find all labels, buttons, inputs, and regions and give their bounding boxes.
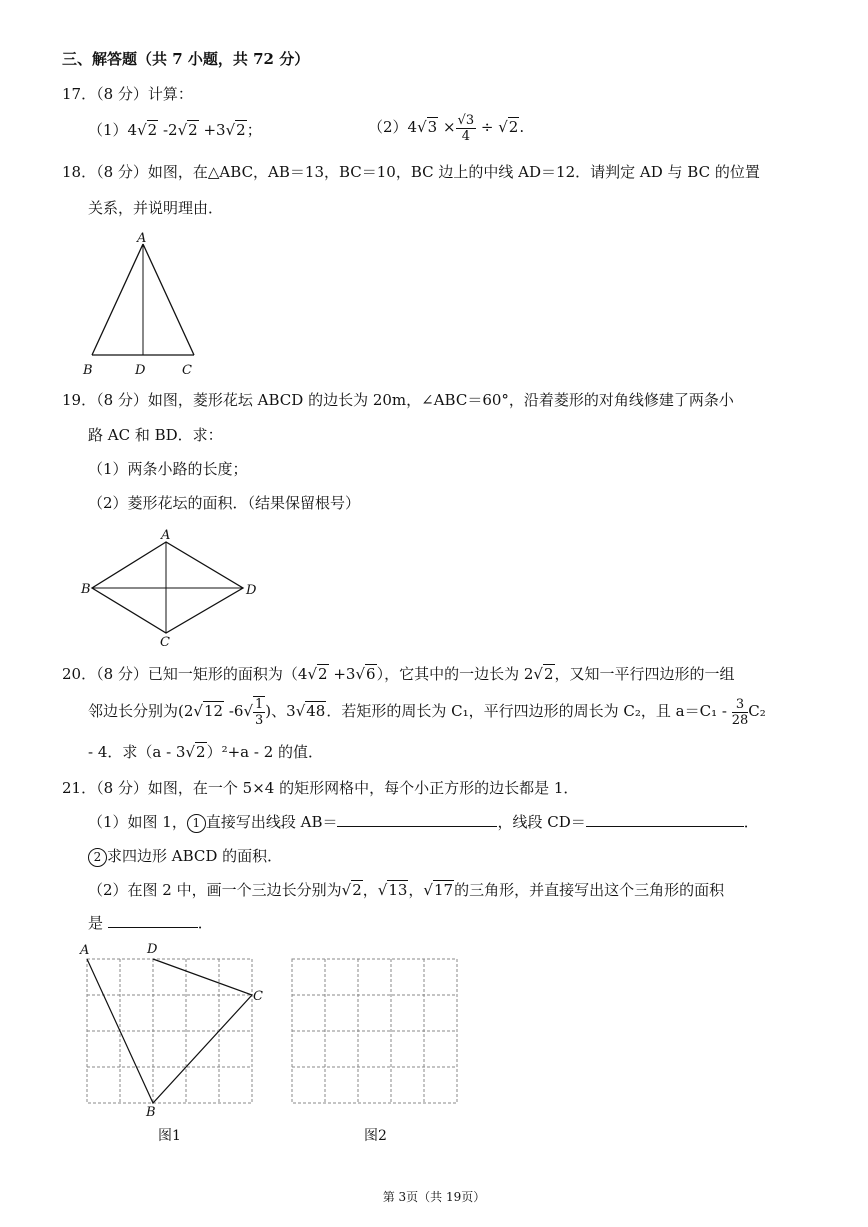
- q19-part1: （1）两条小路的长度；: [88, 460, 248, 478]
- q20-fraction-1: $\frac{1}{3}$: [255, 697, 264, 728]
- q18-triangle-figure: [78, 228, 218, 378]
- answer-blank-CD[interactable]: [586, 812, 744, 827]
- q21-line3: 2 求四边形 ABCD 的面积．: [88, 845, 282, 867]
- q20-line1: 20．（8 分）已知一矩形的面积为（4√2 +3√6），它其中的一边长为 2√2，又知一平行四边形的一组: [62, 665, 735, 683]
- circled-number-2: 2: [88, 848, 107, 867]
- label-A: A: [80, 943, 90, 958]
- label-D: D: [147, 942, 158, 957]
- label-B: B: [81, 582, 91, 597]
- q17-part2: （2）4√3 × $\frac{√3}{4}$ ÷ √2.: [368, 112, 525, 144]
- q18-line1: 18．（8 分）如图，在△ABC，AB＝13，BC＝10，BC 边上的中线 AD＝12．请判定 AD 与 BC 的位置: [62, 163, 760, 181]
- q17-fraction: $\frac{√3}{4}$: [457, 112, 475, 144]
- label-C: C: [160, 635, 170, 650]
- q17-head: 17．（8 分）计算：: [62, 85, 193, 103]
- q20-fraction-2: $\frac{3}{28}$: [731, 696, 749, 728]
- answer-blank-AB[interactable]: [337, 812, 497, 827]
- q21-line2: （1）如图 1， 1 直接写出线段 AB＝ ，线段 CD＝ ．: [88, 813, 759, 831]
- q17-part1: （1）4√2 -2√2 +3√2；: [88, 121, 262, 139]
- label-B: B: [83, 363, 93, 378]
- q20-line2: 邻边长分别为(2√12 -6√ $\frac{1}{3}$ )、3√48．若矩形的周长为 C₁，平行四边形的周长为 C₂，且 a＝C₁ - $\frac{3}{28}$ C₂: [88, 696, 766, 728]
- q20-line3: - 4．求（a - 3√2）²+a - 2 的值．: [88, 743, 324, 761]
- q21-line1: 21．（8 分）如图，在一个 5×4 的矩形网格中，每个小正方形的边长都是 1．: [62, 779, 579, 797]
- circled-number-1: 1: [187, 814, 206, 833]
- label-C: C: [182, 363, 192, 378]
- section-title: 三、解答题（共 7 小题，共 72 分）: [62, 50, 310, 68]
- label-D: D: [246, 583, 257, 598]
- q21-grid-figure-2: [288, 955, 468, 1115]
- label-A: A: [161, 528, 171, 543]
- answer-blank-area[interactable]: [108, 913, 198, 928]
- label-D: D: [135, 363, 146, 378]
- page-footer: 第 3页（共 19页）: [382, 1190, 486, 1204]
- q21-grid-figure-1: [76, 940, 276, 1120]
- q21-line4: （2）在图 2 中，画一个三边长分别为√2，√13，√17的三角形，并直接写出这个三角形的面积: [88, 881, 725, 899]
- figure-2-caption: 图2: [364, 1128, 387, 1144]
- label-A: A: [137, 231, 147, 246]
- label-C: C: [253, 989, 263, 1004]
- q21-line5: 是 ．: [88, 914, 213, 932]
- q18-line2: 关系，并说明理由．: [88, 199, 224, 217]
- q19-part2: （2）菱形花坛的面积．（结果保留根号）: [88, 494, 361, 512]
- q19-line1: 19．（8 分）如图，菱形花坛 ABCD 的边长为 20m，∠ABC＝60°，沿着菱形的对角线修建了两条小: [62, 391, 734, 409]
- label-B: B: [146, 1105, 156, 1120]
- q19-rhombus-figure: [80, 526, 280, 651]
- figure-1-caption: 图1: [158, 1128, 181, 1144]
- q19-line2: 路 AC 和 BD．求：: [88, 426, 223, 444]
